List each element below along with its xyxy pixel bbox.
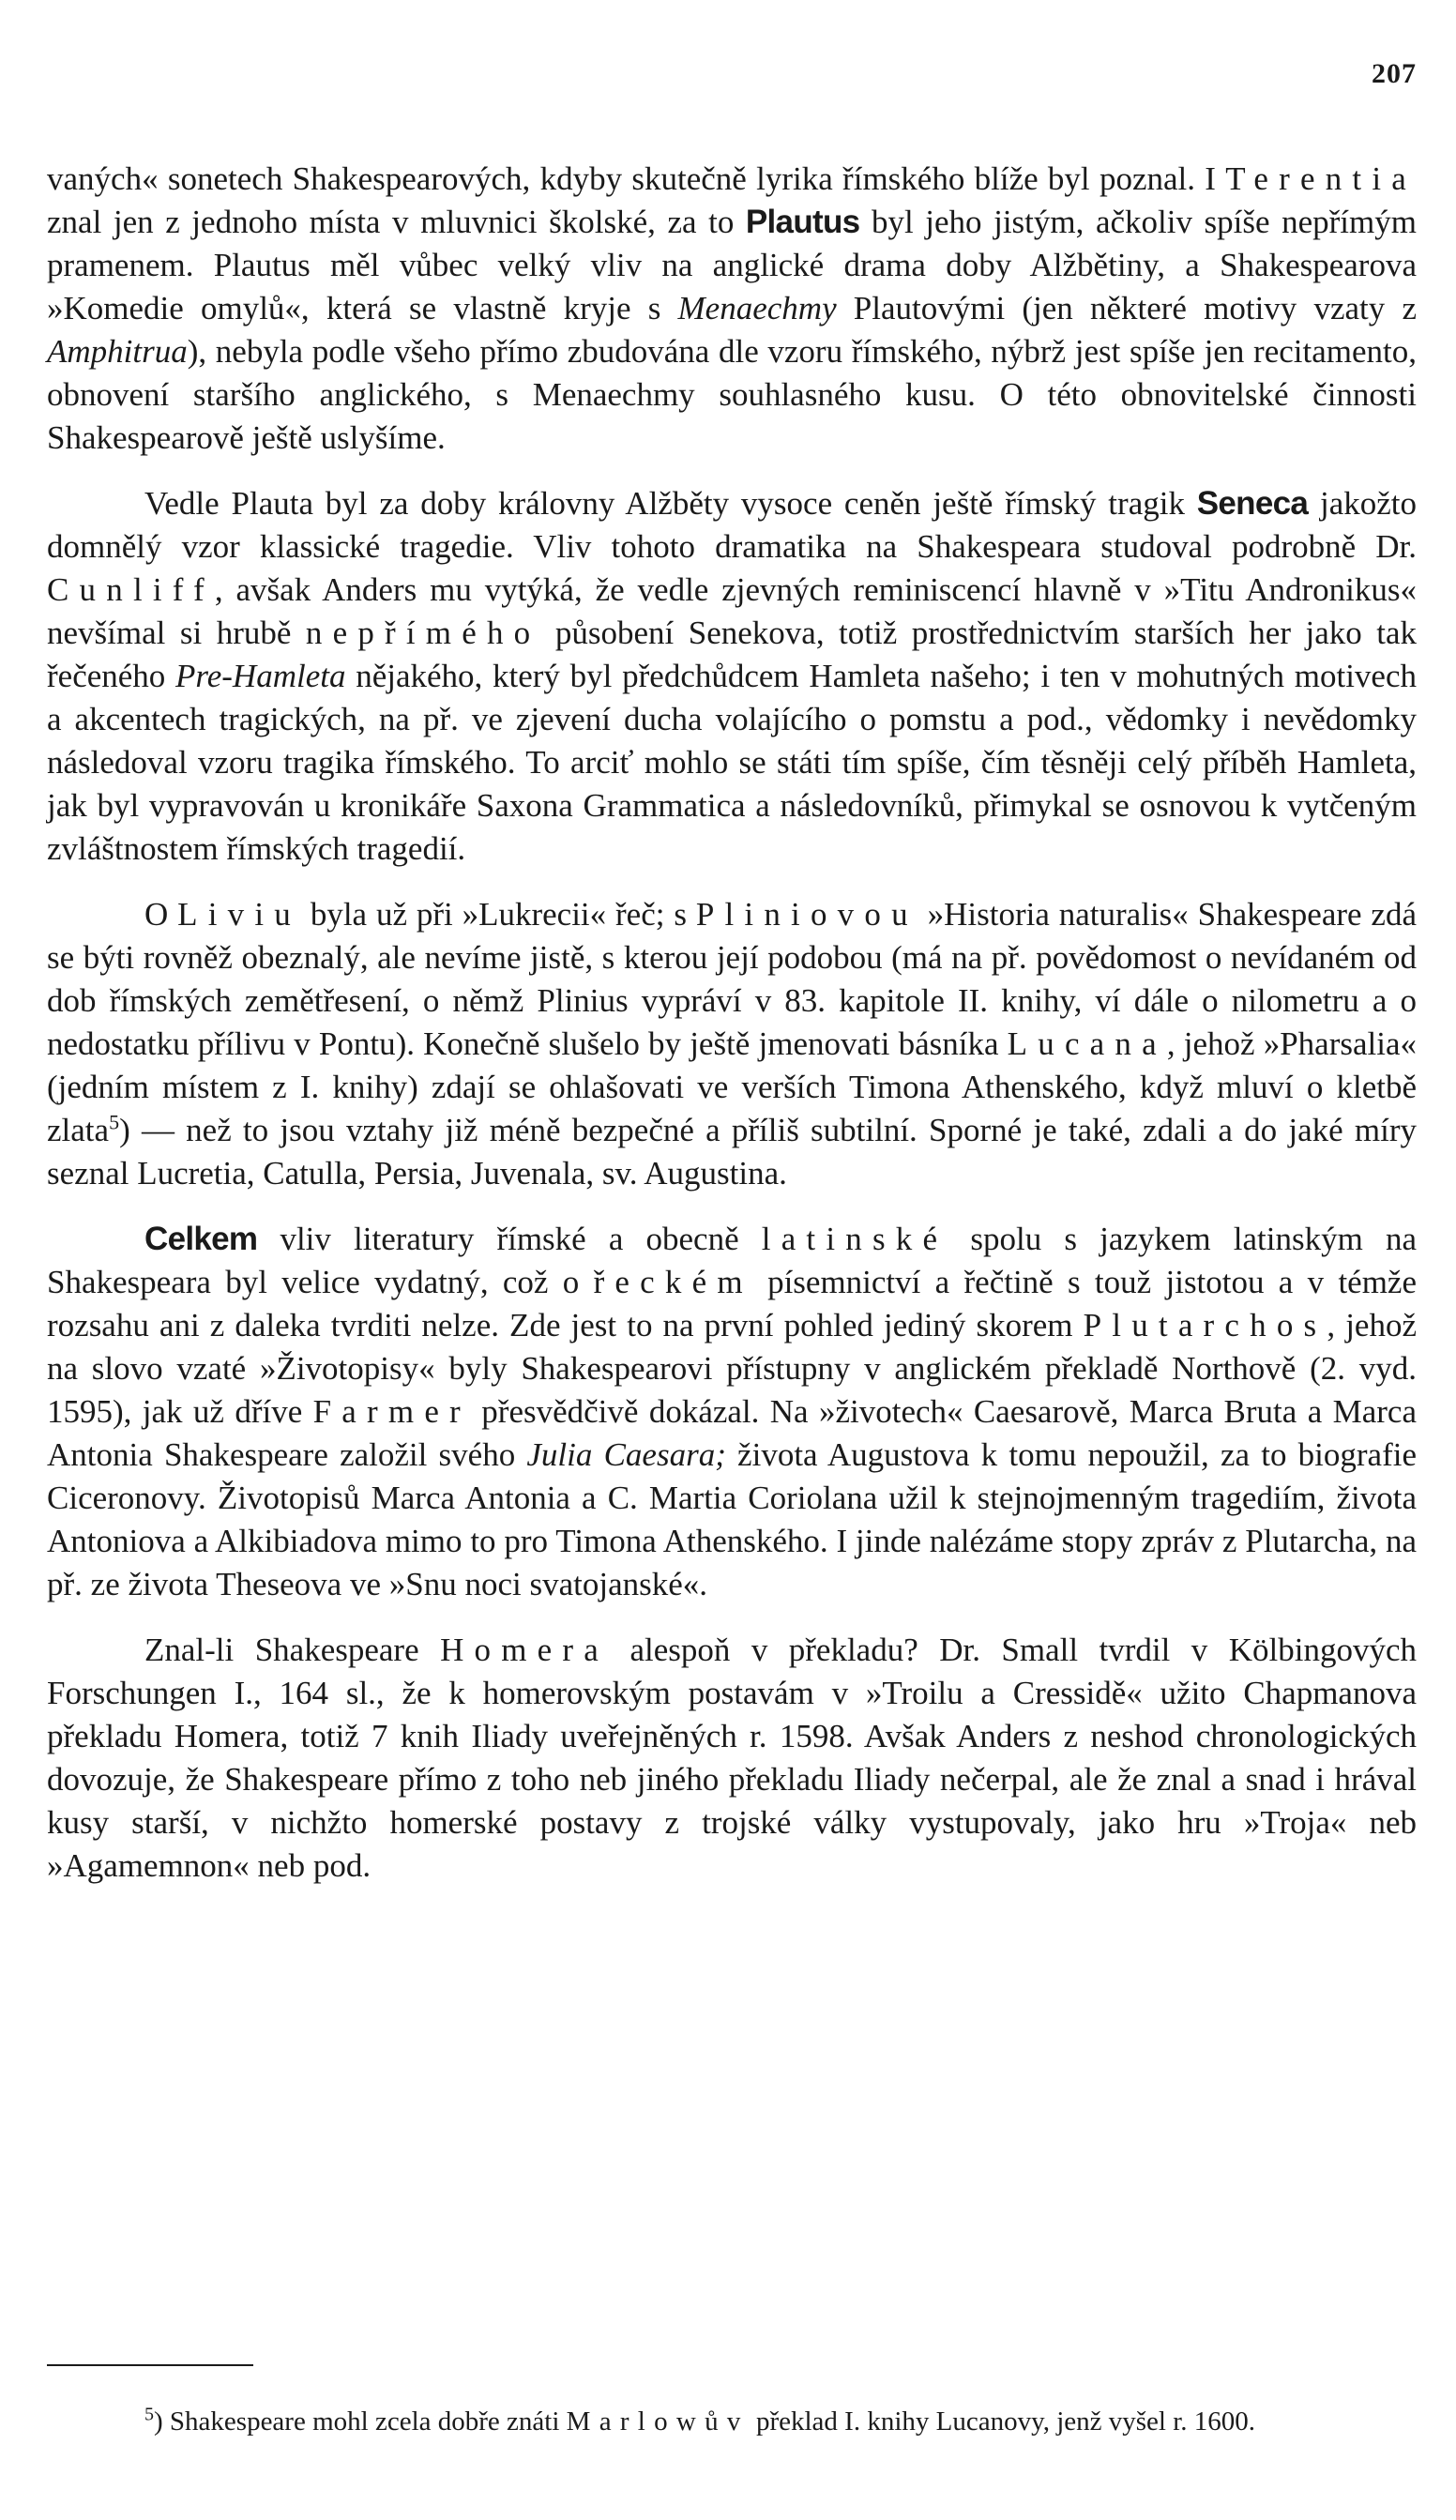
text-run: ) Shakespeare mohl zcela dobře znáti	[154, 2406, 567, 2437]
italic-title: Julia Caesara;	[526, 1436, 726, 1473]
text-run: , avšak Anders mu vytýká, že vedle zjevných reminiscencí hlavně v »Titu Andronikus« nevšímal si hrubě	[47, 571, 1417, 651]
spaced-name: Farmer	[312, 1393, 471, 1430]
page-number: 207	[1372, 58, 1417, 89]
text-run: ) — než to jsou vztahy již méně bezpečné a příliš subtilní. Sporné je také, zdali a do jaké míry seznal Lucretia, Catulla, Persia, Juvenala, sv. Augustina.	[47, 1112, 1417, 1192]
text-run: , jehož »Pharsalia« (jedním místem z I. knihy) zdají se ohlašovati ve verších Timona Athenského, když mluví o kletbě zlata	[47, 1025, 1417, 1148]
footnote-divider	[47, 2364, 253, 2366]
body-text	[47, 158, 1417, 1910]
text-run: »Historia naturalis« Shakespeare zdá se býti rovněž obeznalý, ale nevíme jistě, s kterou její podobou (má na př. povědomost o nevídaném od dob římských zemětřesení, o němž Plinius vypráví v 83. kapitole II. knihy, ví dále o nilometru a o nedostatku přílivu v Pontu). Konečně slušelo by ještě jmenovati básníka	[47, 896, 1417, 1062]
text-run: Plautovými (jen některé motivy vzaty z	[836, 290, 1417, 326]
text-run: života Augustova k tomu nepoužil, za to biografie Ciceronovy. Životopisů Marca Antonia a C. Martia Coriolana užil k stejnojmenným tragediím, života Antoniova a Alkibiadova mimo to pro Timona Athenského. I jinde nalézáme stopy zpráv z Plutarcha, na př. ze života Theseova ve »Snu noci svatojanské«.	[47, 1436, 1417, 1602]
italic-title: Amphitrua	[47, 333, 188, 370]
text-run: , jehož na slovo vzaté »Životopisy« byly Shakespearovi přístupny v anglickém překladě Northově (2. vyd. 1595), jak už dříve	[47, 1307, 1417, 1430]
spaced-name: Liviu	[177, 896, 301, 933]
spaced-name: Homera	[440, 1632, 609, 1668]
text-run: vliv literatury římské a obecně	[257, 1221, 762, 1257]
spaced-name: Marlowův	[566, 2406, 750, 2437]
bold-keyword: Plautus	[745, 204, 860, 240]
spaced-word: řeckém	[593, 1264, 753, 1300]
paragraph-5	[47, 1629, 1417, 1888]
text-run: působení Senekova, totiž prostřednictvím starších her jako tak řečeného	[47, 615, 1417, 694]
text-run: vaných« sonetech Shakespearových, kdyby skutečně lyrika římského blíže byl poznal. I	[47, 160, 1226, 197]
bold-keyword: Celkem	[144, 1221, 258, 1257]
text-run: přesvědčivě dokázal. Na »životech« Caesarově, Marca Bruta a Marca Antonia Shakespeare založil svého	[47, 1393, 1417, 1473]
book-page	[47, 0, 1417, 2520]
text-run: spolu s jazykem latinským na Shakespeara byl velice vydatný, což o	[47, 1221, 1418, 1300]
paragraph-3	[47, 893, 1417, 1195]
spaced-name: Plutarchos	[1083, 1307, 1327, 1343]
text-run: písemnictví a řečtině s touž jistotou a v témže rozsahu ani z daleka tvrditi nelze. Zde jest to na první pohled jediný skorem	[47, 1264, 1417, 1343]
paragraph-2	[47, 482, 1417, 871]
text-run: nějakého, který byl předchůdcem Hamleta našeho; i ten v mohutných motivech a akcentech tragických, na př. ve zjevení ducha volajícího o pomstu a pod., vědomky i nevědomky následoval vzoru tragika římského. To arciť mohlo se státi tím spíše, čím těsněji celý příběh Hamleta, jak byl vypravován u kronikáře Saxona Grammatica a následovníků, přimykal se osnovou k vytčeným zvláštnostem římských tragedií.	[47, 658, 1417, 867]
text-run: Znal-li Shakespeare	[144, 1632, 441, 1668]
footnote-reference: 5	[109, 1110, 120, 1134]
paragraph-4	[47, 1218, 1417, 1606]
spaced-name: Terentia	[1225, 160, 1417, 197]
text-run: překlad I. knihy Lucanovy, jenž vyšel r. 1600.	[749, 2406, 1256, 2437]
spaced-name: Cunliff	[47, 571, 215, 608]
spaced-name: Pliniovou	[695, 896, 918, 933]
footnote	[47, 2403, 1417, 2440]
text-run: jakožto domnělý vzor klassické tragedie. Vliv tohoto dramatika na Shakespeara studoval podrobně Dr.	[47, 485, 1417, 565]
text-run: byla už při »Lukrecii« řeč; s	[300, 896, 696, 933]
text-run: O	[144, 896, 178, 933]
italic-title: Menaechmy	[677, 290, 837, 326]
spaced-word: nepřímého	[305, 615, 541, 651]
paragraph-1	[47, 158, 1417, 460]
text-run: alespoň v překladu? Dr. Small tvrdil v Kölbingových Forschungen I., 164 sl., že k homerovským postavám v »Troilu a Cressidě« užito Chapmanova překladu Homera, totiž 7 knih Iliady uveřejněných r. 1598. Avšak Anders z neshod chronologických dovozuje, že Shakespeare přímo z toho neb jiného překladu Iliady nečerpal, ale že znal a snad i hrával kusy starší, v nichžto homerské postavy z trojské války vystupovaly, jako hru »Troja« neb »Agamemnon« neb pod.	[47, 1632, 1418, 1884]
text-run: byl jeho jistým, ačkoliv spíše nepřímým pramenem. Plautus měl vůbec velký vliv na anglické drama doby Alžbětiny, a Shakespearova »Komedie omylů«, která se vlastně kryje s	[47, 204, 1417, 326]
spaced-name: Lucana	[1007, 1025, 1167, 1062]
spaced-word: latinské	[761, 1221, 948, 1257]
footnote-mark: 5	[144, 2404, 154, 2425]
text-run: Vedle Plauta byl za doby královny Alžběty vysoce ceněn ještě římský tragik	[144, 485, 1197, 522]
bold-keyword: Seneca	[1196, 485, 1309, 522]
italic-title: Pre-Hamleta	[175, 658, 346, 694]
text-run: ), nebyla podle všeho přímo zbudována dle vzoru římského, nýbrž jest spíše jen recitamento, obnovení staršího anglického, s Menaechmy souhlasného kusu. O této obnovitelské činnosti Shakespearově ještě uslyšíme.	[47, 333, 1417, 456]
text-run: znal jen z jednoho místa v mluvnici školské, za to	[47, 204, 746, 240]
